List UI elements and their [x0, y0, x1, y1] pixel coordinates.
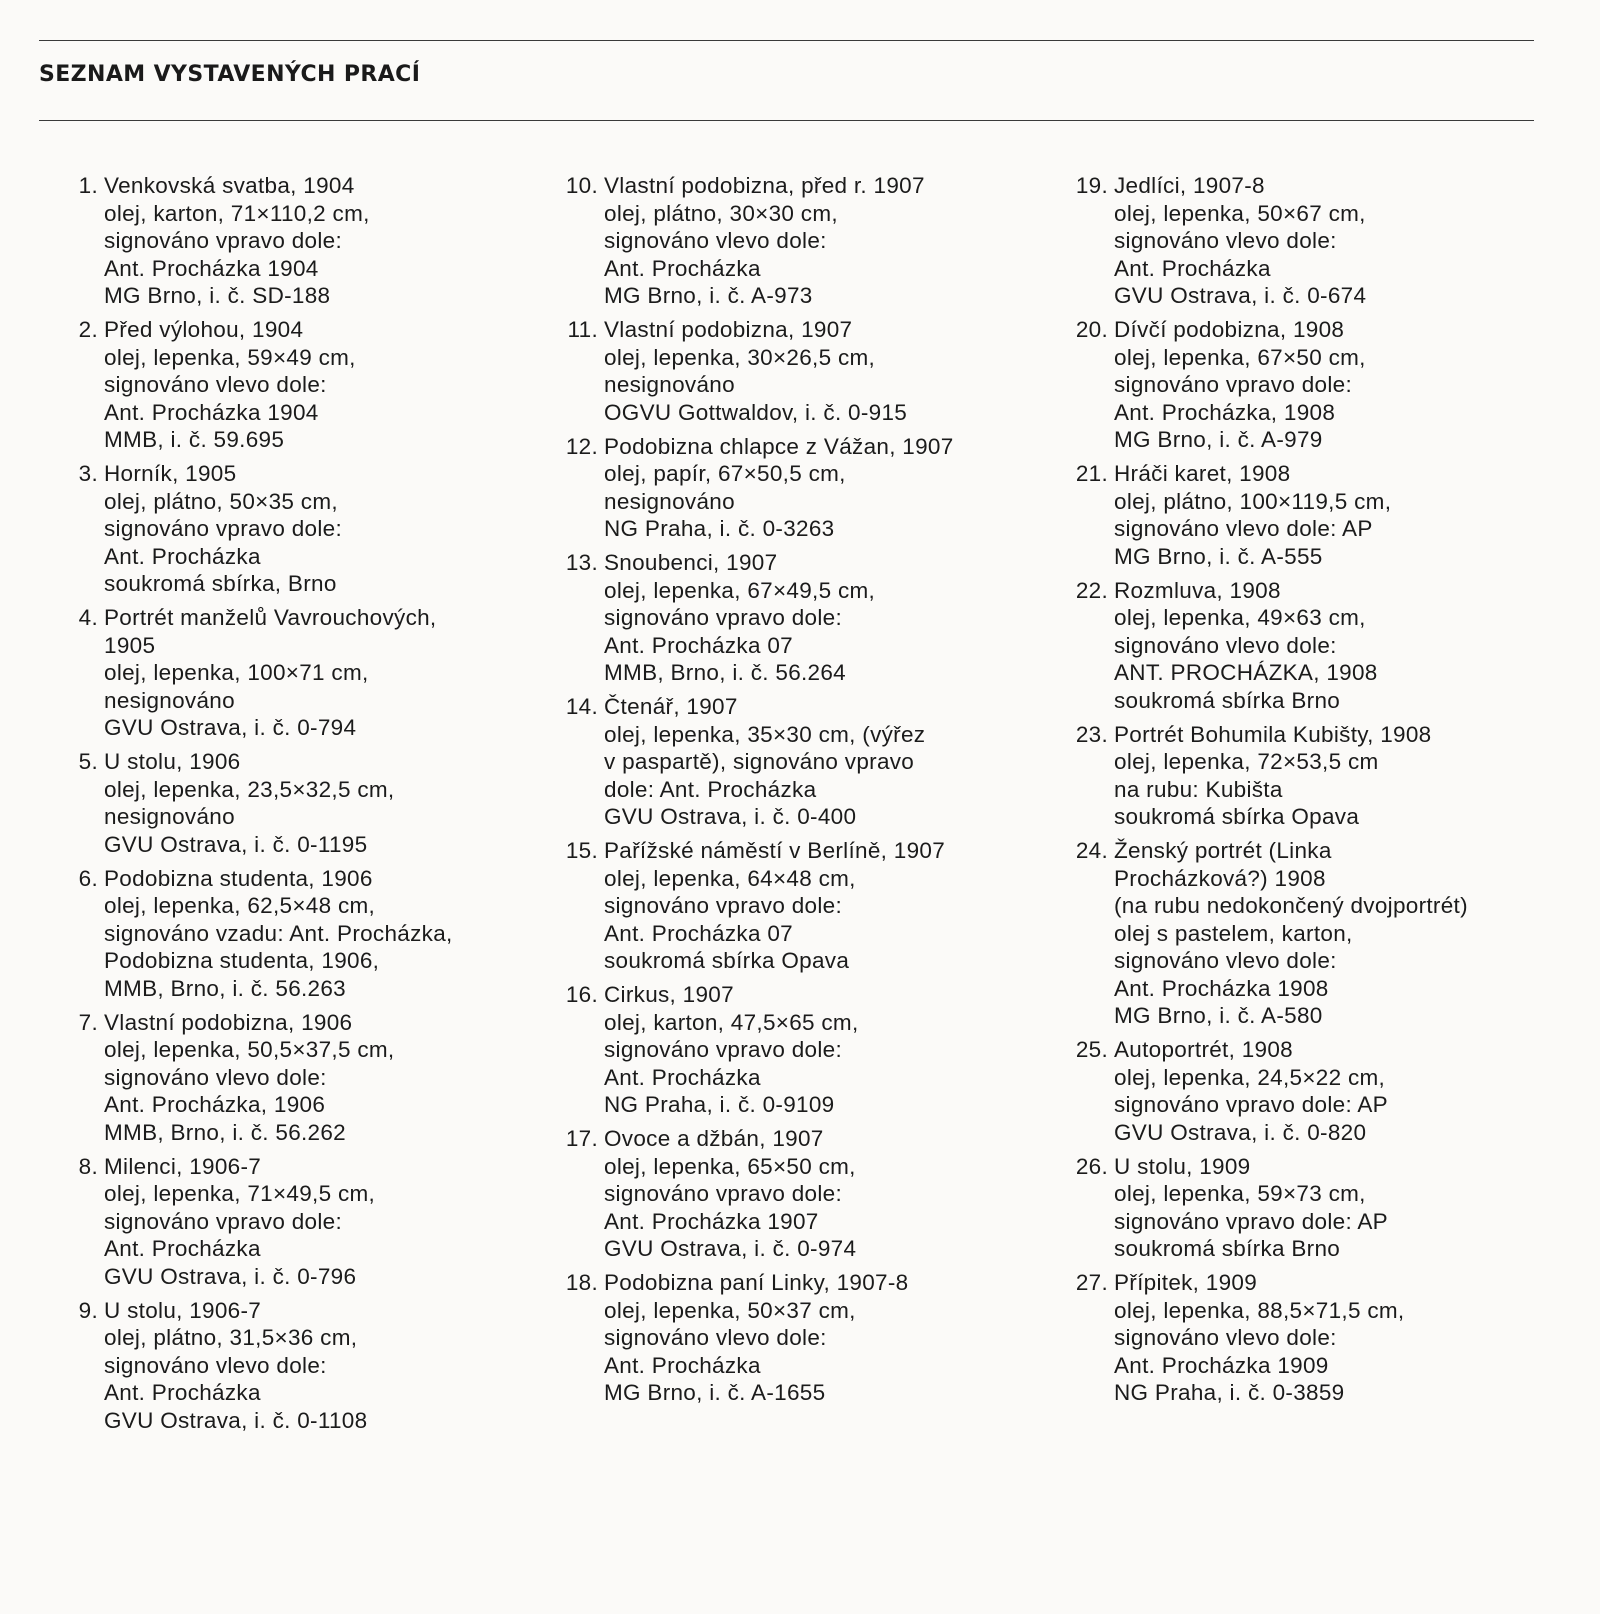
- entry-line: 1905: [104, 632, 156, 658]
- entry-line: Ant. Procházka: [104, 1380, 261, 1405]
- entry-line: Ant. Procházka: [104, 1236, 261, 1261]
- entry-number: 7.: [78, 1009, 98, 1035]
- column-1: [58, 172, 518, 1441]
- entry-line: (na rubu nedokončený dvojportrét): [1114, 893, 1468, 918]
- catalog-entry: [558, 1269, 1028, 1407]
- entry-line: OGVU Gottwaldov, i. č. 0-915: [604, 399, 908, 425]
- entry-line: MG Brno, i. č. A-1655: [604, 1380, 826, 1405]
- catalog-entry: [1068, 1153, 1568, 1263]
- entry-number: 2.: [78, 317, 98, 342]
- entry-line: olej, lepenka, 35×30 cm, (výřez: [604, 721, 926, 747]
- entry-number: 9.: [78, 1297, 98, 1323]
- catalog-entry: [1068, 1269, 1568, 1407]
- entry-line: Ant. Procházka 1904: [104, 399, 319, 425]
- entry-line: Vlastní podobizna, 1906: [104, 1009, 353, 1035]
- entry-line: signováno vlevo dole:: [1114, 632, 1337, 658]
- catalog-entry: [558, 316, 1028, 426]
- entry-line: Ant. Procházka: [604, 255, 761, 281]
- entry-line: Milenci, 1906-7: [104, 1153, 262, 1179]
- entry-body: [104, 1297, 518, 1435]
- entry-line: signováno vpravo dole: AP: [1114, 1208, 1388, 1234]
- entry-line: signováno vlevo dole:: [1114, 948, 1337, 973]
- entry-line: GVU Ostrava, i. č. 0-796: [104, 1263, 357, 1289]
- entry-number: 16.: [565, 982, 598, 1007]
- entry-line: Cirkus, 1907: [604, 982, 734, 1007]
- entry-line: na rubu: Kubišta: [1114, 776, 1283, 802]
- catalog-entry: [1068, 1036, 1568, 1146]
- entry-line: MG Brno, i. č. A-580: [1114, 1003, 1323, 1028]
- entry-line: olej, lepenka, 30×26,5 cm,: [604, 344, 876, 370]
- entry-line: MG Brno, i. č. A-973: [604, 283, 813, 308]
- entry-line: GVU Ostrava, i. č. 0-400: [604, 804, 857, 829]
- entry-number: 5.: [78, 749, 98, 774]
- entry-number: 19.: [1075, 173, 1108, 198]
- entry-line: Ant. Procházka 07: [604, 920, 793, 946]
- entry-line: olej, lepenka, 67×50 cm,: [1114, 344, 1366, 370]
- entry-line: olej s pastelem, karton,: [1114, 920, 1353, 946]
- entry-body: [1114, 316, 1568, 454]
- entry-line: soukromá sbírka, Brno: [104, 571, 337, 596]
- entry-number: 13.: [565, 550, 598, 575]
- entry-line: U stolu, 1909: [1114, 1153, 1251, 1179]
- entry-number: 18.: [565, 1270, 598, 1295]
- entry-line: Ovoce a džbán, 1907: [604, 1126, 824, 1151]
- entry-line: signováno vzadu: Ant. Procházka,: [104, 920, 453, 946]
- entry-number: 3.: [78, 461, 98, 486]
- entry-line: olej, lepenka, 24,5×22 cm,: [1114, 1064, 1386, 1090]
- entry-line: signováno vpravo dole:: [104, 1208, 343, 1234]
- entry-line: olej, lepenka, 59×49 cm,: [104, 344, 356, 370]
- entry-number: 24.: [1075, 838, 1108, 863]
- entry-line: Rozmluva, 1908: [1114, 577, 1281, 603]
- entry-line: Hráči karet, 1908: [1114, 461, 1291, 486]
- catalog-entry: [558, 433, 1028, 543]
- entry-line: Ant. Procházka: [1114, 255, 1271, 281]
- entry-body: [104, 460, 518, 598]
- entry-line: signováno vlevo dole:: [604, 1325, 827, 1350]
- entry-line: signováno vlevo dole:: [1114, 1325, 1337, 1350]
- entry-body: [104, 1153, 518, 1291]
- entry-line: olej, lepenka, 50×37 cm,: [604, 1297, 856, 1323]
- catalog-entry: [1068, 172, 1568, 310]
- entry-line: signováno vlevo dole:: [1114, 228, 1337, 253]
- entry-number: 15.: [565, 838, 598, 863]
- entry-line: Podobizna chlapce z Vážan, 1907: [604, 433, 954, 459]
- entry-body: [1114, 1269, 1568, 1407]
- entry-line: olej, lepenka, 62,5×48 cm,: [104, 893, 376, 918]
- catalog-entry: [1068, 316, 1568, 454]
- entry-body: [604, 693, 1028, 831]
- entry-line: signováno vpravo dole:: [604, 1181, 843, 1206]
- entry-body: [604, 549, 1028, 687]
- column-3: [1068, 172, 1568, 1413]
- entry-line: MMB, i. č. 59.695: [104, 427, 285, 452]
- entry-number: 8.: [78, 1153, 98, 1179]
- catalog-entry: [58, 748, 518, 858]
- catalog-entry: [58, 1153, 518, 1291]
- entry-line: Snoubenci, 1907: [604, 550, 778, 575]
- entry-body: [104, 1009, 518, 1147]
- entry-line: nesignováno: [104, 804, 235, 829]
- entry-line: MMB, Brno, i. č. 56.262: [104, 1119, 346, 1145]
- entry-line: soukromá sbírka Brno: [1114, 1236, 1341, 1261]
- entry-body: [1114, 721, 1568, 831]
- entry-line: Ant. Procházka 1908: [1114, 975, 1329, 1001]
- entry-line: signováno vpravo dole: AP: [1114, 1092, 1388, 1117]
- entry-line: GVU Ostrava, i. č. 0-674: [1114, 283, 1367, 308]
- header-rule: [39, 120, 1534, 121]
- entry-body: [104, 748, 518, 858]
- entry-body: [1114, 1036, 1568, 1146]
- entry-line: GVU Ostrava, i. č. 0-794: [104, 715, 357, 740]
- entry-line: MG Brno, i. č. A-979: [1114, 427, 1323, 452]
- entry-line: NG Praha, i. č. 0-9109: [604, 1092, 835, 1117]
- entry-body: [604, 172, 1028, 310]
- entry-line: Jedlíci, 1907-8: [1114, 173, 1265, 198]
- entry-number: 20.: [1075, 317, 1108, 342]
- entry-line: NG Praha, i. č. 0-3859: [1114, 1380, 1345, 1405]
- entry-line: olej, lepenka, 72×53,5 cm: [1114, 749, 1379, 774]
- entry-line: olej, lepenka, 88,5×71,5 cm,: [1114, 1297, 1405, 1323]
- entry-number: 11.: [567, 317, 598, 342]
- entry-line: Před výlohou, 1904: [104, 317, 304, 342]
- catalog-entry: [58, 865, 518, 1003]
- entry-line: Portrét manželů Vavrouchových,: [104, 605, 437, 630]
- entry-line: signováno vpravo dole:: [604, 1037, 843, 1062]
- entry-line: dole: Ant. Procházka: [604, 776, 817, 802]
- entry-line: GVU Ostrava, i. č. 0-974: [604, 1236, 857, 1261]
- entry-line: Ant. Procházka: [604, 1352, 761, 1378]
- catalog-entry: [558, 981, 1028, 1119]
- entry-line: U stolu, 1906-7: [104, 1297, 262, 1323]
- entry-number: 25.: [1075, 1037, 1108, 1062]
- entry-line: olej, lepenka, 64×48 cm,: [604, 865, 856, 891]
- entry-line: Ant. Procházka 1909: [1114, 1352, 1329, 1378]
- entry-line: olej, plátno, 31,5×36 cm,: [104, 1325, 358, 1350]
- entry-line: signováno vlevo dole:: [104, 372, 327, 397]
- entry-body: [1114, 1153, 1568, 1263]
- entry-line: olej, plátno, 100×119,5 cm,: [1114, 488, 1392, 514]
- entry-line: signováno vlevo dole:: [104, 1352, 327, 1378]
- entry-number: 21.: [1075, 461, 1108, 486]
- entry-line: Ant. Procházka, 1908: [1114, 399, 1336, 425]
- entry-line: olej, lepenka, 65×50 cm,: [604, 1153, 856, 1179]
- entry-number: 4.: [78, 605, 98, 630]
- entry-number: 27.: [1075, 1270, 1108, 1295]
- entry-line: olej, lepenka, 59×73 cm,: [1114, 1181, 1366, 1206]
- entry-line: signováno vlevo dole:: [604, 228, 827, 253]
- catalog-entry: [58, 1297, 518, 1435]
- entry-body: [604, 433, 1028, 543]
- entry-line: Ant. Procházka: [604, 1064, 761, 1090]
- entry-line: GVU Ostrava, i. č. 0-1195: [104, 831, 368, 857]
- entry-line: olej, karton, 47,5×65 cm,: [604, 1009, 859, 1035]
- entry-body: [604, 837, 1028, 975]
- top-rule: [39, 40, 1534, 41]
- entry-line: NG Praha, i. č. 0-3263: [604, 516, 835, 541]
- entry-line: olej, lepenka, 50×67 cm,: [1114, 200, 1366, 226]
- catalog-entry: [558, 172, 1028, 310]
- entry-line: Čtenář, 1907: [604, 694, 738, 719]
- entry-body: [604, 981, 1028, 1119]
- entry-line: olej, plátno, 50×35 cm,: [104, 488, 338, 514]
- entry-line: signováno vpravo dole:: [1114, 372, 1353, 397]
- entry-line: olej, lepenka, 49×63 cm,: [1114, 605, 1366, 630]
- catalog-entry: [558, 549, 1028, 687]
- entry-line: Podobizna studenta, 1906,: [104, 948, 380, 973]
- entry-line: olej, lepenka, 71×49,5 cm,: [104, 1181, 376, 1206]
- entry-number: 10.: [565, 173, 598, 198]
- entry-line: soukromá sbírka Brno: [1114, 687, 1341, 713]
- entry-line: MMB, Brno, i. č. 56.263: [104, 975, 346, 1001]
- entry-body: [604, 1125, 1028, 1263]
- catalog-entry: [1068, 721, 1568, 831]
- entry-number: 17.: [565, 1126, 598, 1151]
- entry-number: 1.: [78, 173, 98, 198]
- entry-body: [104, 865, 518, 1003]
- entry-line: signováno vpravo dole:: [604, 605, 843, 630]
- entry-line: olej, plátno, 30×30 cm,: [604, 200, 838, 226]
- entry-line: soukromá sbírka Opava: [1114, 804, 1360, 829]
- entry-body: [104, 604, 518, 742]
- entry-body: [104, 172, 518, 310]
- entry-line: Pařížské náměstí v Berlíně, 1907: [604, 838, 946, 863]
- entry-line: Přípitek, 1909: [1114, 1270, 1258, 1295]
- entry-number: 26.: [1075, 1153, 1108, 1179]
- entry-line: MG Brno, i. č. A-555: [1114, 543, 1323, 569]
- entry-body: [1114, 172, 1568, 310]
- catalog-entry: [58, 1009, 518, 1147]
- entry-line: Ant. Procházka, 1906: [104, 1092, 326, 1117]
- entry-line: signováno vlevo dole: AP: [1114, 516, 1373, 541]
- entry-line: soukromá sbírka Opava: [604, 948, 850, 973]
- catalog-entry: [58, 604, 518, 742]
- page-title: SEZNAM VYSTAVENÝCH PRACÍ: [39, 62, 421, 87]
- entry-line: v paspartě), signováno vpravo: [604, 749, 915, 774]
- entry-line: Podobizna studenta, 1906: [104, 865, 373, 891]
- entry-line: olej, lepenka, 100×71 cm,: [104, 660, 369, 685]
- entry-line: Vlastní podobizna, před r. 1907: [604, 173, 925, 198]
- entry-line: Podobizna paní Linky, 1907-8: [604, 1270, 909, 1295]
- entry-number: 23.: [1075, 721, 1108, 747]
- entry-line: U stolu, 1906: [104, 749, 241, 774]
- catalog-entry: [58, 172, 518, 310]
- catalog-entry: [1068, 577, 1568, 715]
- entry-body: [104, 316, 518, 454]
- entry-line: Autoportrét, 1908: [1114, 1037, 1293, 1062]
- entry-line: olej, lepenka, 23,5×32,5 cm,: [104, 776, 395, 802]
- entry-line: Ant. Procházka 1904: [104, 255, 319, 281]
- entry-line: nesignováno: [104, 687, 235, 713]
- entry-line: Venkovská svatba, 1904: [104, 173, 355, 198]
- entry-line: GVU Ostrava, i. č. 0-1108: [104, 1407, 368, 1433]
- column-2: [558, 172, 1028, 1413]
- entry-number: 6.: [78, 865, 98, 891]
- entry-line: GVU Ostrava, i. č. 0-820: [1114, 1119, 1367, 1145]
- entry-line: nesignováno: [604, 488, 735, 514]
- entry-line: Ant. Procházka: [104, 543, 261, 569]
- entry-line: Ant. Procházka 1907: [604, 1208, 819, 1234]
- entry-line: Procházková?) 1908: [1114, 865, 1326, 891]
- entry-line: signováno vpravo dole:: [104, 228, 343, 253]
- entry-body: [604, 316, 1028, 426]
- entry-line: Ženský portrét (Linka: [1114, 838, 1332, 863]
- catalog-entry: [558, 1125, 1028, 1263]
- entry-line: signováno vpravo dole:: [104, 516, 343, 541]
- entry-line: MG Brno, i. č. SD-188: [104, 283, 331, 308]
- entry-line: olej, karton, 71×110,2 cm,: [104, 200, 370, 226]
- entry-line: ANT. PROCHÁZKA, 1908: [1114, 660, 1378, 685]
- entry-line: olej, lepenka, 67×49,5 cm,: [604, 577, 876, 603]
- entry-line: signováno vpravo dole:: [604, 893, 843, 918]
- entry-body: [1114, 577, 1568, 715]
- entry-line: Horník, 1905: [104, 461, 237, 486]
- entry-line: olej, papír, 67×50,5 cm,: [604, 461, 846, 486]
- entry-number: 22.: [1075, 577, 1108, 603]
- entry-line: signováno vlevo dole:: [104, 1064, 327, 1090]
- entry-number: 14.: [565, 694, 598, 719]
- catalog-entry: [58, 316, 518, 454]
- entry-line: MMB, Brno, i. č. 56.264: [604, 660, 846, 685]
- entry-line: olej, lepenka, 50,5×37,5 cm,: [104, 1037, 395, 1062]
- entry-line: Ant. Procházka 07: [604, 632, 793, 658]
- entry-line: Dívčí podobizna, 1908: [1114, 317, 1345, 342]
- entry-body: [1114, 460, 1568, 570]
- entry-line: nesignováno: [604, 372, 735, 397]
- entry-number: 12.: [565, 433, 598, 459]
- catalog-entry: [1068, 460, 1568, 570]
- entry-line: Portrét Bohumila Kubišty, 1908: [1114, 721, 1432, 747]
- entry-line: Vlastní podobizna, 1907: [604, 317, 853, 342]
- catalog-entry: [558, 837, 1028, 975]
- catalog-entry: [58, 460, 518, 598]
- catalog-entry: [1068, 837, 1568, 1030]
- catalog-entry: [558, 693, 1028, 831]
- entry-body: [604, 1269, 1028, 1407]
- entry-body: [1114, 837, 1568, 1030]
